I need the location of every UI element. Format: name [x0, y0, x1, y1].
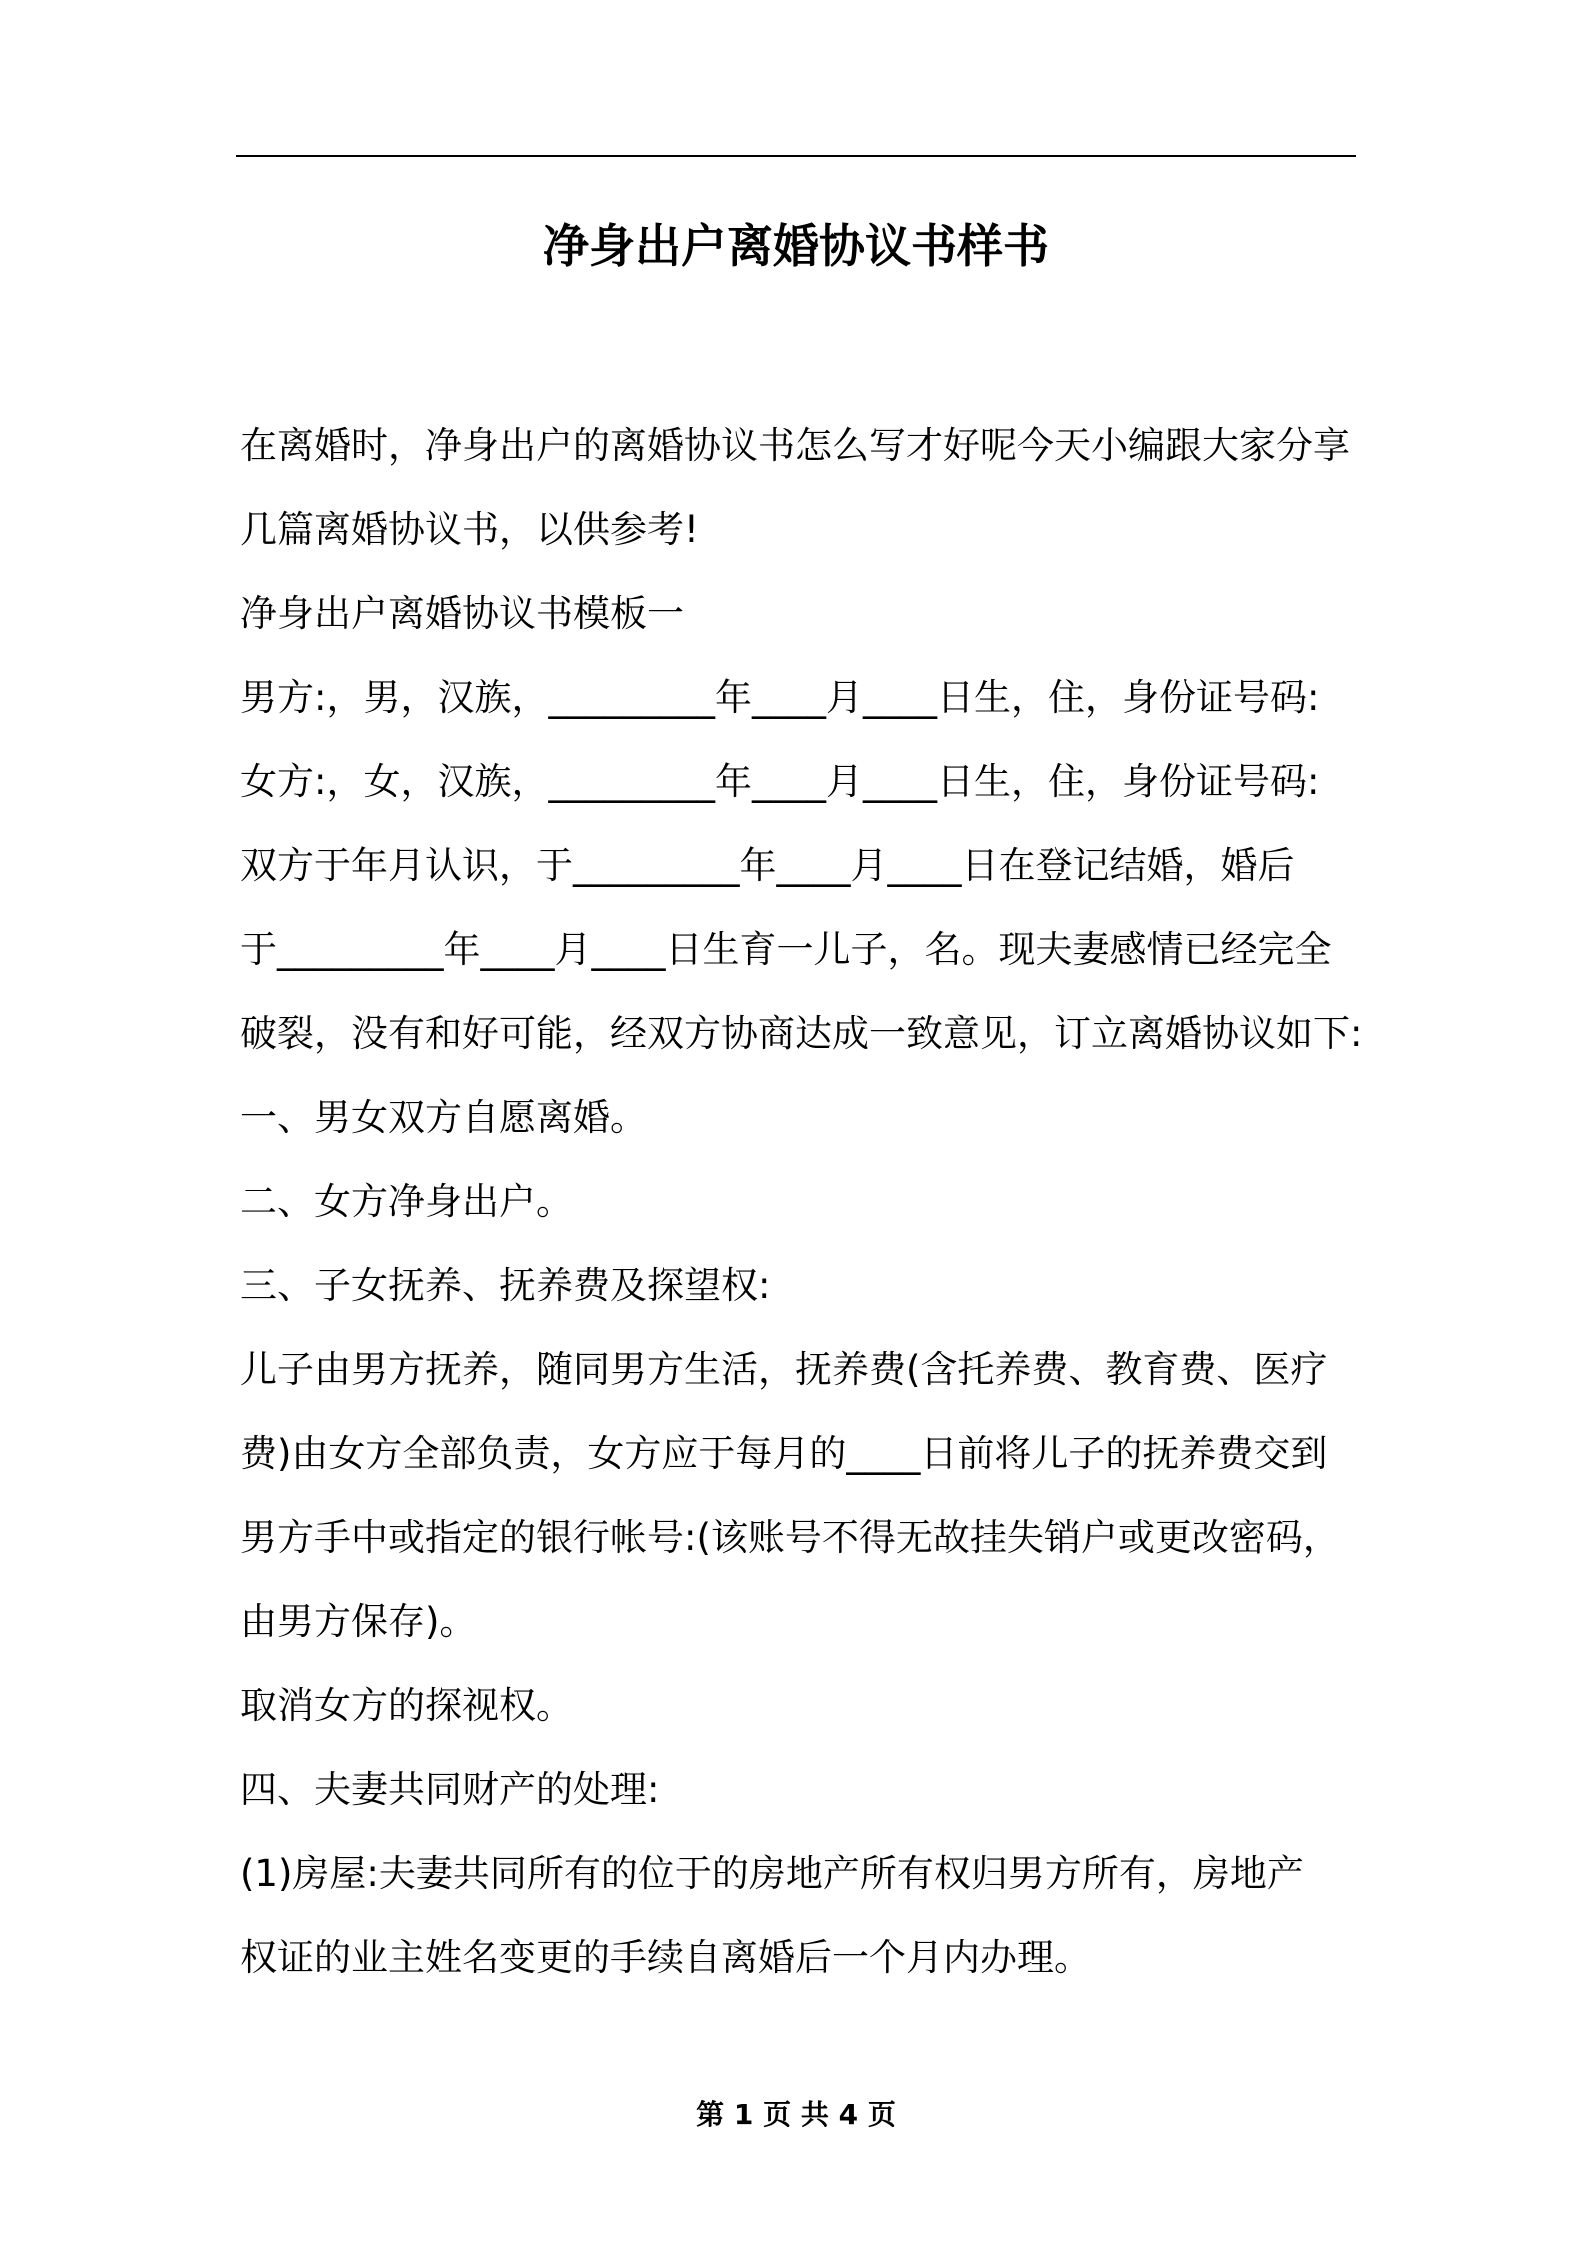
document-title: 净身出户离婚协议书样书	[543, 219, 1049, 273]
body-line: 几篇离婚协议书，以供参考!	[240, 508, 699, 551]
clause-line: 二、女方净身出户。	[240, 1180, 573, 1223]
page-number-footer: 第 1 页 共 4 页	[696, 2098, 896, 2131]
clause-line: 一、男女双方自愿离婚。	[240, 1096, 647, 1139]
body-line: 由男方保存)。	[240, 1600, 477, 1643]
clause-line: 三、子女抚养、抚养费及探望权:	[240, 1264, 771, 1307]
document-body	[240, 404, 1363, 2000]
body-line: 女方:，女，汉族，_________年____月____日生，住，身份证号码:	[240, 760, 1320, 803]
clause-line: 四、夫妻共同财产的处理:	[240, 1768, 660, 1811]
body-line: 破裂，没有和好可能，经双方协商达成一致意见，订立离婚协议如下:	[240, 1012, 1363, 1055]
section-heading: 净身出户离婚协议书模板一	[240, 592, 684, 635]
body-line: 权证的业主姓名变更的手续自离婚后一个月内办理。	[240, 1936, 1091, 1979]
body-line: 双方于年月认识，于_________年____月____日在登记结婚，婚后	[240, 844, 1295, 887]
body-line: (1)房屋:夫妻共同所有的位于的房地产所有权归男方所有，房地产	[240, 1852, 1304, 1895]
body-line: 取消女方的探视权。	[240, 1684, 573, 1727]
body-line: 费)由女方全部负责，女方应于每月的____日前将儿子的抚养费交到	[240, 1432, 1328, 1475]
body-line: 儿子由男方抚养，随同男方生活，抚养费(含托养费、教育费、医疗	[240, 1348, 1328, 1391]
body-line: 男方手中或指定的银行帐号:(该账号不得无故挂失销户或更改密码，	[240, 1516, 1340, 1559]
body-line: 男方:，男，汉族，_________年____月____日生，住，身份证号码:	[240, 676, 1320, 719]
header-divider	[236, 155, 1356, 157]
body-line: 于_________年____月____日生育一儿子，名。现夫妻感情已经完全	[240, 928, 1332, 971]
body-line: 在离婚时，净身出户的离婚协议书怎么写才好呢今天小编跟大家分享	[240, 424, 1350, 467]
